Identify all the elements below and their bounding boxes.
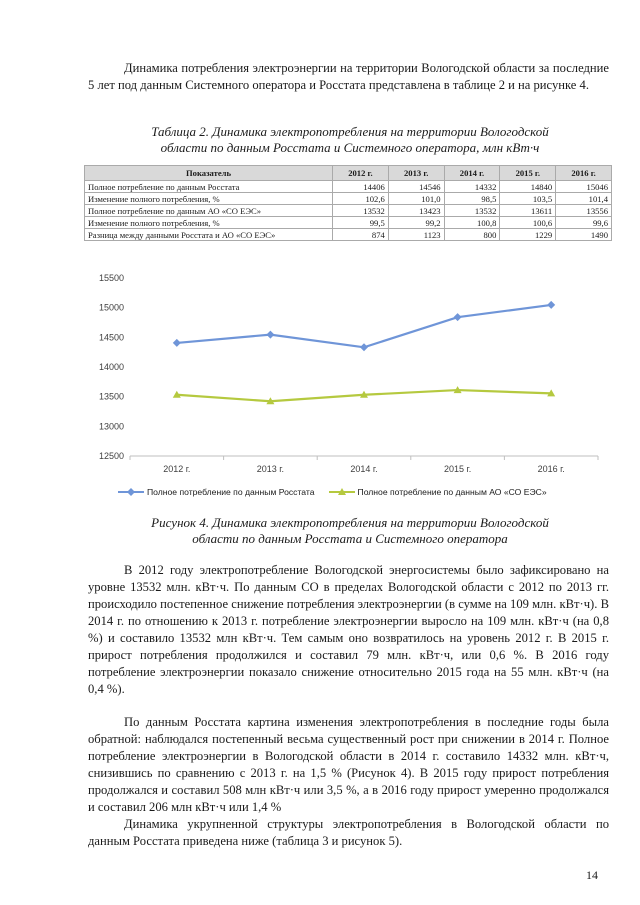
figure-caption-line-1: Рисунок 4. Динамика электропотребления на территории Вологодской <box>151 515 549 530</box>
table-cell: 14546 <box>388 181 444 193</box>
table-cell: 1490 <box>556 229 612 241</box>
x-tick-label: 2013 г. <box>256 464 285 474</box>
table-row <box>85 217 612 229</box>
x-tick-label: 2012 г. <box>163 464 191 474</box>
table-row <box>85 205 612 217</box>
table-row <box>85 229 612 241</box>
x-tick-label: 2014 г. <box>350 464 378 474</box>
chart-legend <box>118 487 598 497</box>
table-cell: 103,5 <box>500 193 556 205</box>
table-cell: 98,5 <box>444 193 500 205</box>
legend-item-so-ees <box>329 487 547 497</box>
page-number: 14 <box>586 868 598 882</box>
y-tick-label: 13500 <box>98 391 124 402</box>
data-point <box>266 331 274 339</box>
intro-paragraph: Динамика потребления электроэнергии на территории Вологодской области за последние 5 лет под данным Системного оператора и Росстата представлена в таблице 2 и на рисунке 4. <box>88 61 609 92</box>
table-cell: 14332 <box>444 181 500 193</box>
table-caption-line-2: области по данным Росстата и Системного оператора, млн кВт·ч <box>160 140 540 155</box>
header-2014: 2014 г. <box>444 166 500 181</box>
header-2015: 2015 г. <box>500 166 556 181</box>
table-cell: 100,8 <box>444 217 500 229</box>
table-cell: 13611 <box>500 205 556 217</box>
table-cell: 99,5 <box>333 217 389 229</box>
table-row <box>85 193 612 205</box>
x-tick-label: 2016 г. <box>537 464 565 474</box>
table-cell: Изменение полного потребления, % <box>85 217 333 229</box>
figure-caption-line-2: области по данным Росстата и Системного оператора <box>192 531 508 546</box>
figure-caption <box>80 515 620 547</box>
legend-label-so-ees: Полное потребление по данным АО «СО ЕЭС» <box>357 487 547 497</box>
x-tick-label: 2015 г. <box>443 464 472 474</box>
table-cell: Изменение полного потребления, % <box>85 193 333 205</box>
legend-label-rosstat: Полное потребление по данным Росстата <box>147 487 315 497</box>
table-cell: 14840 <box>500 181 556 193</box>
table-cell: 800 <box>444 229 500 241</box>
table-header-row <box>85 166 612 181</box>
consumption-line-chart <box>88 268 608 483</box>
body-paragraph-2: По данным Росстата картина изменения электропотребления в последние годы была обратной: наблюдался постепенный весьма существенный рост при снижении в 2014 г. Полное потребление электроэнергии в Вологодской области в 2014 г. составило 14332 млн. кВт·ч, снизившись по сравнению с 2013 г. на 1,5 % (Рисунок 4). В 2015 году прирост потребления продолжался и составил 508 млн кВт·ч или 3,5 %, а в 2016 году прирост умеренно продолжался и составил 206 млн кВт·ч или 1,4 % <box>88 715 609 814</box>
header-2012: 2012 г. <box>333 166 389 181</box>
header-2013: 2013 г. <box>388 166 444 181</box>
table-cell: 102,6 <box>333 193 389 205</box>
table-cell: 100,6 <box>500 217 556 229</box>
body-paragraph-1: В 2012 году электропотребление Вологодской энергосистемы было зафиксировано на уровне 13532 млн. кВт·ч. По данным СО в пределах Вологодской области с 2012 по 2013 гг. происходило постепенное снижение потребления электроэнергии (в сумме на 109 млн. кВт·ч). В 2014 г. по отношению к 2013 г. потребление электроэнергии выросло на 109 млн. кВт·ч (на 0,8 %) и составило 13532 млн кВт·ч. Тем самым оно возвратилось на уровень 2012 г. В 2015 г. прирост потребления продолжился и составил 79 млн. кВт·ч, или 0,6 %. В 2016 году потребление электроэнергии показало снижение относительно 2015 года на 55 млн. кВт·ч (на 0,4 %). <box>88 563 609 696</box>
y-tick-label: 13000 <box>98 421 124 432</box>
y-tick-label: 14000 <box>98 362 124 372</box>
table-cell: 15046 <box>556 181 612 193</box>
table-caption <box>80 124 620 156</box>
table-cell: 874 <box>333 229 389 241</box>
table-cell: 13556 <box>556 205 612 217</box>
table-cell: 1229 <box>500 229 556 241</box>
table-cell: 99,2 <box>388 217 444 229</box>
table-cell: 99,6 <box>556 217 612 229</box>
table-row <box>85 181 612 193</box>
body-paragraph-3: Динамика укрупненной структуры электропотребления в Вологодской области по данным Росстата приведена ниже (таблица 3 и рисунок 5). <box>88 817 609 848</box>
series-line-0 <box>177 305 551 347</box>
header-2016: 2016 г. <box>556 166 612 181</box>
table-cell: 1123 <box>388 229 444 241</box>
table-cell: Полное потребление по данным АО «СО ЕЭС» <box>85 205 333 217</box>
y-tick-label: 14500 <box>98 332 124 343</box>
data-point <box>547 301 555 309</box>
table-cell: 13423 <box>388 205 444 217</box>
table-cell: 101,4 <box>556 193 612 205</box>
table-cell: 14406 <box>333 181 389 193</box>
table-caption-line-1: Таблица 2. Динамика электропотребления на территории Вологодской <box>151 124 549 139</box>
legend-item-rosstat <box>118 487 315 497</box>
diamond-marker-icon <box>118 488 144 496</box>
y-tick-label: 15500 <box>98 273 124 283</box>
triangle-marker-icon <box>329 488 355 496</box>
table-cell: Разница между данными Росстата и АО «СО ЕЭС» <box>85 229 333 241</box>
consumption-table <box>84 165 612 241</box>
table-cell: 101,0 <box>388 193 444 205</box>
data-point <box>173 339 181 347</box>
table-cell: 13532 <box>444 205 500 217</box>
data-point <box>360 343 368 351</box>
y-tick-label: 15000 <box>98 302 124 313</box>
y-tick-label: 12500 <box>98 451 124 461</box>
header-indicator: Показатель <box>85 166 333 181</box>
data-point <box>454 313 462 321</box>
table-cell: Полное потребление по данным Росстата <box>85 181 333 193</box>
table-cell: 13532 <box>333 205 389 217</box>
